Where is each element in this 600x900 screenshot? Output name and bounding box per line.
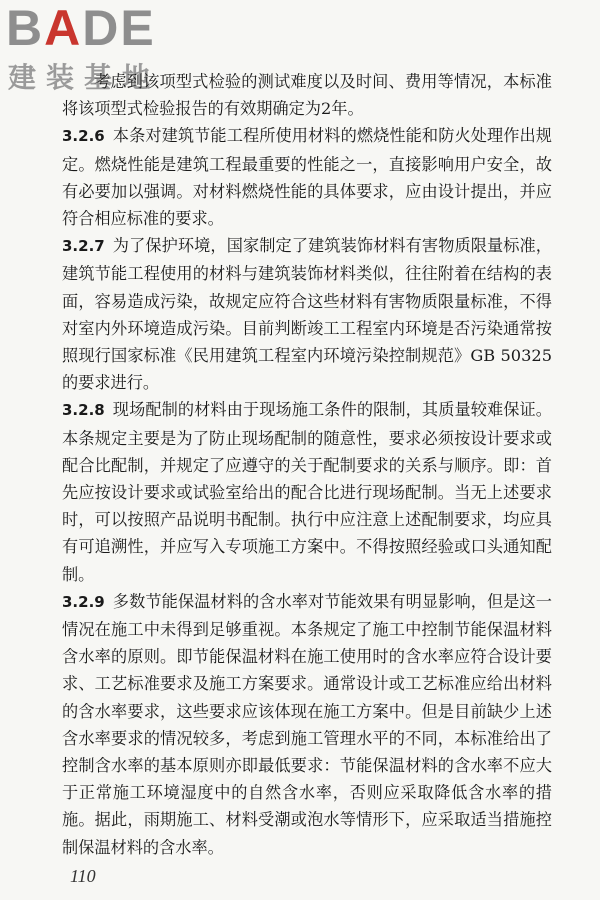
clause-text: 现场配制的材料由于现场施工条件的限制，其质量较难保证。本条规定主要是为了防止现场配制的随意性，要求必须按设计要求或配合比配制，并规定了应遵守的关于配制要求的关系与顺序。即：首先应按设计要求或试验室给出的配合比进行现场配制。当无上述要求时，可以按照产品说明书配制。执行中应注意上述配制要求，均应具有可追溯性，并应写入专项施工方案中。不得按照经验或口头通知配制。 bbox=[62, 400, 552, 584]
paragraph-text: 考虑到该项型式检验的测试难度以及时间、费用等情况，本标准将该项型式检验报告的有效期确定为2年。 bbox=[62, 72, 552, 119]
clause-3-2-6 bbox=[62, 122, 552, 232]
logo-subtitle: 建装基地 bbox=[8, 61, 161, 94]
clause-text: 多数节能保温材料的含水率对节能效果有明显影响，但是这一情况在施工中未得到足够重视。本条规定了施工中控制节能保温材料含水率的原则。即节能保温材料在施工使用时的含水率应符合设计要求、工艺标准要求及施工方案要求。通常设计或工艺标准应给出材料的含水率要求，这些要求应该体现在施工方案中。但是目前缺少上述含水率要求的情况较多，考虑到施工管理水平的不同，本标准给出了控制含水率的基本原则亦即最低要求：节能保温材料的含水率不应大于正常施工环境湿度中的自然含水率，否则应采取降低含水率的措施。据此，雨期施工、材料受潮或泡水等情形下，应采取适当措施控制保温材料的含水率。 bbox=[62, 591, 552, 857]
logo-wordmark: BADE bbox=[6, 0, 156, 56]
page-number: 110 bbox=[70, 866, 96, 886]
clause-3-2-7 bbox=[62, 232, 552, 396]
clause-number: 3.2.6 bbox=[62, 127, 105, 146]
clause-text: 为了保护环境，国家制定了建筑装饰材料有害物质限量标准，建筑节能工程使用的材料与建筑装饰材料类似，往往附着在结构的表面，容易造成污染，故规定应符合这些材料有害物质限量标准，不得对室内外环境造成污染。目前判断竣工工程室内环境是否污染通常按照现行国家标准《民用建筑工程室内环境污染控制规范》GB 50325的要求进行。 bbox=[62, 236, 552, 393]
clause-text: 本条对建筑节能工程所使用材料的燃烧性能和防火处理作出规定。燃烧性能是建筑工程最重要的性能之一，直接影响用户安全，故有必要加以强调。对材料燃烧性能的具体要求，应由设计提出，并应符合相应标准的要求。 bbox=[62, 126, 552, 229]
paragraph-continuation bbox=[62, 68, 552, 122]
clause-number: 3.2.9 bbox=[62, 592, 105, 611]
document-body bbox=[62, 68, 552, 861]
clause-3-2-9 bbox=[62, 588, 552, 861]
clause-3-2-8 bbox=[62, 396, 552, 587]
clause-number: 3.2.8 bbox=[62, 401, 105, 420]
clause-number: 3.2.7 bbox=[62, 237, 105, 256]
